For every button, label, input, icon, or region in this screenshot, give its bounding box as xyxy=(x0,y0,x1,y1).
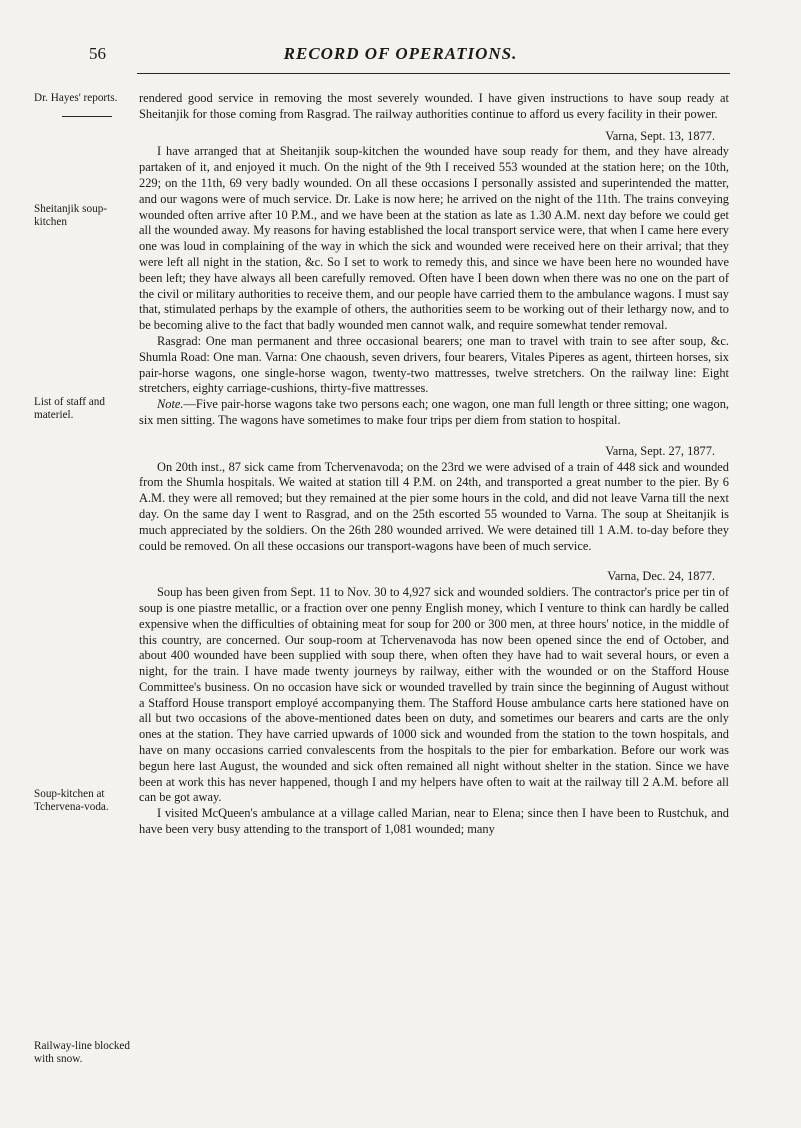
margin-note-hayes-reports: Dr. Hayes' reports. xyxy=(34,92,118,104)
dateline-2: Varna, Sept. 27, 1877. xyxy=(605,443,715,458)
note-text: —Five pair-horse wagons take two persons each; one wagon, one man full length or three sitting; one wagon, six men sitting. The wagons have sometimes to make four trips per diem from station to hospital. xyxy=(139,397,729,427)
page-header xyxy=(0,44,801,68)
paragraph-4 xyxy=(139,397,729,429)
paragraph-1: rendered good service in removing the most severely wounded. I have given instructions to have soup ready at Sheitanjik for those coming from Rasgrad. The railway authorities continue to afford us every facility in their power. xyxy=(139,91,729,121)
dateline-1: Varna, Sept. 13, 1877. xyxy=(605,128,715,143)
margin-note-tchervena-voda: Soup-kitchen at Tchervena-voda. xyxy=(34,788,109,813)
header-rule xyxy=(137,73,730,74)
paragraph-5: On 20th inst., 87 sick came from Tchervenavoda; on the 23rd we were advised of a train of 448 sick and wounded from the Shumla hospitals. We waited at station till 4 P.M. on 24th, and transported a great number to the pier. By 6 A.M. they were all removed; but they remained at the pier some hours in the cold, and did not leave Varna till the next day. On the same day I went to Rasgrad, and on the 25th escorted 55 wounded to Varna. The soup at Sheitanjik is much appreciated by the soldiers. On the 26th 280 wounded arrived. We were detained till 1 A.M. to-day before they could be removed. On all these occasions our transport-wagons have been of much service. xyxy=(139,459,729,553)
dateline-3: Varna, Dec. 24, 1877. xyxy=(607,569,715,584)
margin-note-staff-materiel: List of staff and materiel. xyxy=(34,396,105,421)
margin-note-sheitanjik: Sheitanjik soup-kitchen xyxy=(34,203,108,228)
paragraph-7: I visited McQueen's ambulance at a village called Marian, near to Elena; since then I have been to Rustchuk, and have been very busy attending to the transport of 1,081 wounded; many xyxy=(139,806,729,837)
page-number: 56 xyxy=(89,44,106,63)
margin-note-tick xyxy=(62,116,112,117)
body-text xyxy=(139,91,729,838)
margin-note-railway-snow: Railway-line blocked with snow. xyxy=(34,1040,130,1065)
paragraph-3: Rasgrad: One man permanent and three occasional bearers; one man to travel with train to see after soup, &c. Shumla Road: One man. Varna: One chaoush, seven drivers, four bearers, Vitales Piperes as agent, thirteen horses, six pair-horse wagons, one single-horse wagon, twenty-two mattresses, twelve stretchers. On the railway line: Eight stretchers, eighty carriage-cushions, thirty-five mattresses. xyxy=(139,333,729,396)
paragraph-6: Soup has been given from Sept. 11 to Nov. 30 to 4,927 sick and wounded soldiers. The contractor's price per tin of soup is one piastre metallic, or a fraction over one penny English money, which I venture to think can hardly be called expensive when the difficulties of obtaining meat for soup for 200 or 300 men, at three hours' notice, in the middle of this country, are concerned. Our soup-room at Tchervenavoda has now been opened since the end of October, and about 400 wounded have been supplied with soup there, when often they have had to wait several hours, or even a night, for the train. I have made twenty journeys by railway, either with the wounded or on the Stafford House Committee's business. On no occasion have sick or wounded travelled by train since the beginning of August without a Stafford House transport employé accompanying them. The Stafford House ambulance carts here stationed have on all but two occasions of the above-mentioned dates been on duty, and sometimes our bearers and carts are the only ones at the station. They have carried upwards of 1000 sick and wounded from the station to the town hospitals, and have on many occasions carried convalescents from the hospitals to the pier for embarkation. Before our work was begun here last August, the wounded and sick often remained all night without shelter in the station. Since we have been at work this has never happened, though I and my helpers have often to wait at the railway till 2 A.M. before all can be got away. xyxy=(139,585,729,805)
running-head: RECORD OF OPERATIONS. xyxy=(283,44,518,63)
paragraph-2: I have arranged that at Sheitanjik soup-kitchen the wounded have soup ready for them, and they have already partaken of it, and enjoyed it much. On the night of the 9th I received 553 wounded at the station here; on the 10th, 229; on the 11th, 69 very badly wounded. On all these occasions I personally assisted and superintended the matter, and our wagons were of much service. Dr. Lake is now here; he arrived on the night of the 11th. The trains conveying wounded often arrive after 10 P.M., and we have been at the station as late as 1.30 A.M. next day before we could get all the wounded away. My reasons for having established the local transport service were, that when I came here every one was loud in complaining of the way in which the sick and wounded were received here on their arrival; that they were left all night in the station, &c. So I set to work to remedy this, and since we have been here no wounded have been left; they have always all been carefully removed. Often have I been down when there was no one on the part of the civil or military authorities to receive them, and our people have carried them to the ambulance wagons. I must say that, stimulated perhaps by the example of others, the authorities seem to be working out of their lethargy now, and to be becoming alive to the fact that badly wounded men cannot walk, and require somewhat tender removal. xyxy=(139,144,729,333)
note-label: Note. xyxy=(157,397,184,412)
